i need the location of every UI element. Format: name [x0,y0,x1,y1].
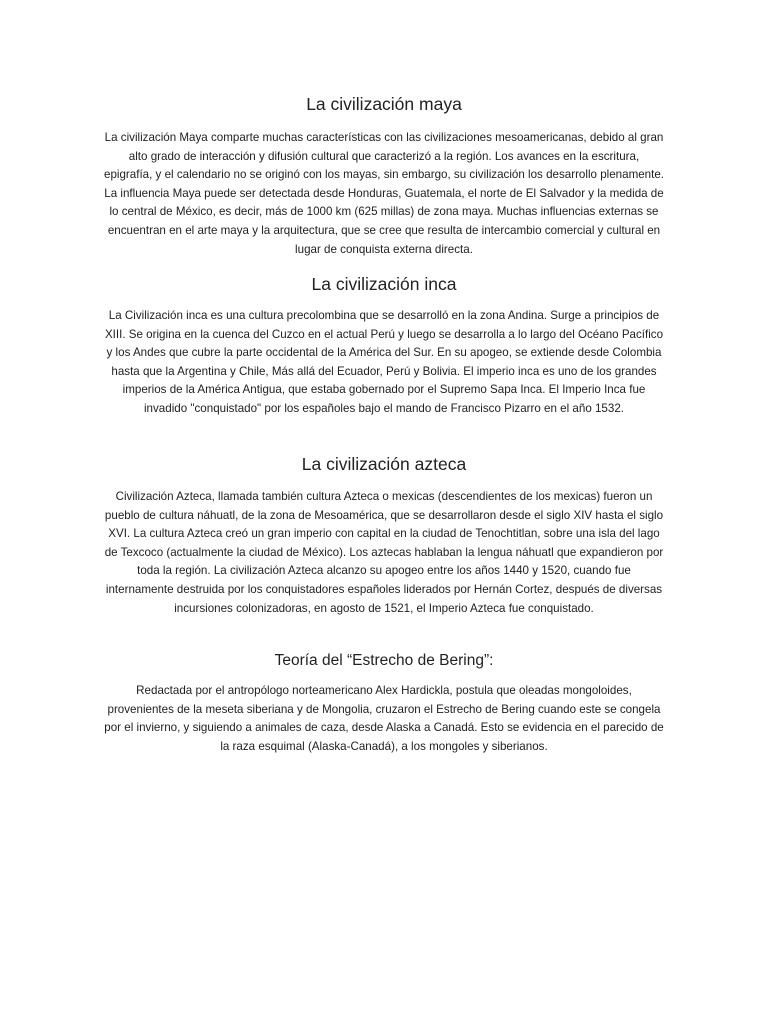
section-body-azteca: Civilización Azteca, llamada también cultura Azteca o mexicas (descendientes de los mexicas) fueron un pueblo de cultura náhuatl, de la zona de Mesoamérica, que se desarrollaron desde el siglo XIV hasta el siglo XVI. La cultura Azteca creó un gran imperio con capital en la ciudad de Tenochtitlan, sobre una isla del lago de Texcoco (actualmente la ciudad de México). Los aztecas hablaban la lengua náhuatl que expandieron por toda la región. La civilización Azteca alcanzo su apogeo entre los años 1440 y 1520, cuando fue internamente destruida por los conquistadores españoles liderados por Hernán Cortez, después de diversas incursiones colonizadoras, en agosto de 1521, el Imperio Azteca fue conquistado. [104,490,664,615]
section-title-bering: Teoría del “Estrecho de Bering”: [274,652,494,669]
section-title-inca: La civilización inca [311,274,457,294]
section-body-inca: La Civilización inca es una cultura precolombina que se desarrolló en la zona Andina. Surge a principios de XIII. Se origina en la cuenca del Cuzco en el actual Perú y luego se desarrolla a lo largo del Océano Pacífico y los Andes que cubre la parte occidental de la América del Sur. En su apogeo, se extiende desde Colombia hasta que la Argentina y Chile, Más allá del Ecuador, Perú y Bolivia. El imperio inca es uno de los grandes imperios de la América Antigua, que estaba gobernado por el Supremo Sapa Inca. El Imperio Inca fue invadido "conquistado" por los españoles bajo el mando de Francisco Pizarro en el año 1532. [104,309,664,415]
section-body-bering: Redactada por el antropólogo norteamericano Alex Hardickla, postula que oleadas mongoloides, provenientes de la meseta siberiana y de Mongolia, cruzaron el Estrecho de Bering cuando este se congela por el invierno, y siguiendo a animales de caza, desde Alaska a Canadá. Esto se evidencia en el parecido de la raza esquimal (Alaska-Canadá), a los mongoles y siberianos. [104,684,664,753]
section-title-maya: La civilización maya [306,94,462,114]
section-title-azteca: La civilización azteca [301,454,467,474]
section-body-maya: La civilización Maya comparte muchas características con las civilizaciones mesoamericanas, debido al gran alto grado de interacción y difusión cultural que caracterizó a la región. Los avances en la escritura, epigrafía, y el calendario no se originó con los mayas, sin embargo, su civilización los desarrollo plenamente. La influencia Maya puede ser detectada desde Honduras, Guatemala, el norte de El Salvador y la medida de lo central de México, es decir, más de 1000 km (625 millas) de zona maya. Muchas influencias externas se encuentran en el arte maya y la arquitectura, que se cree que resulta de intercambio comercial y cultural en lugar de conquista externa directa. [104,131,665,256]
